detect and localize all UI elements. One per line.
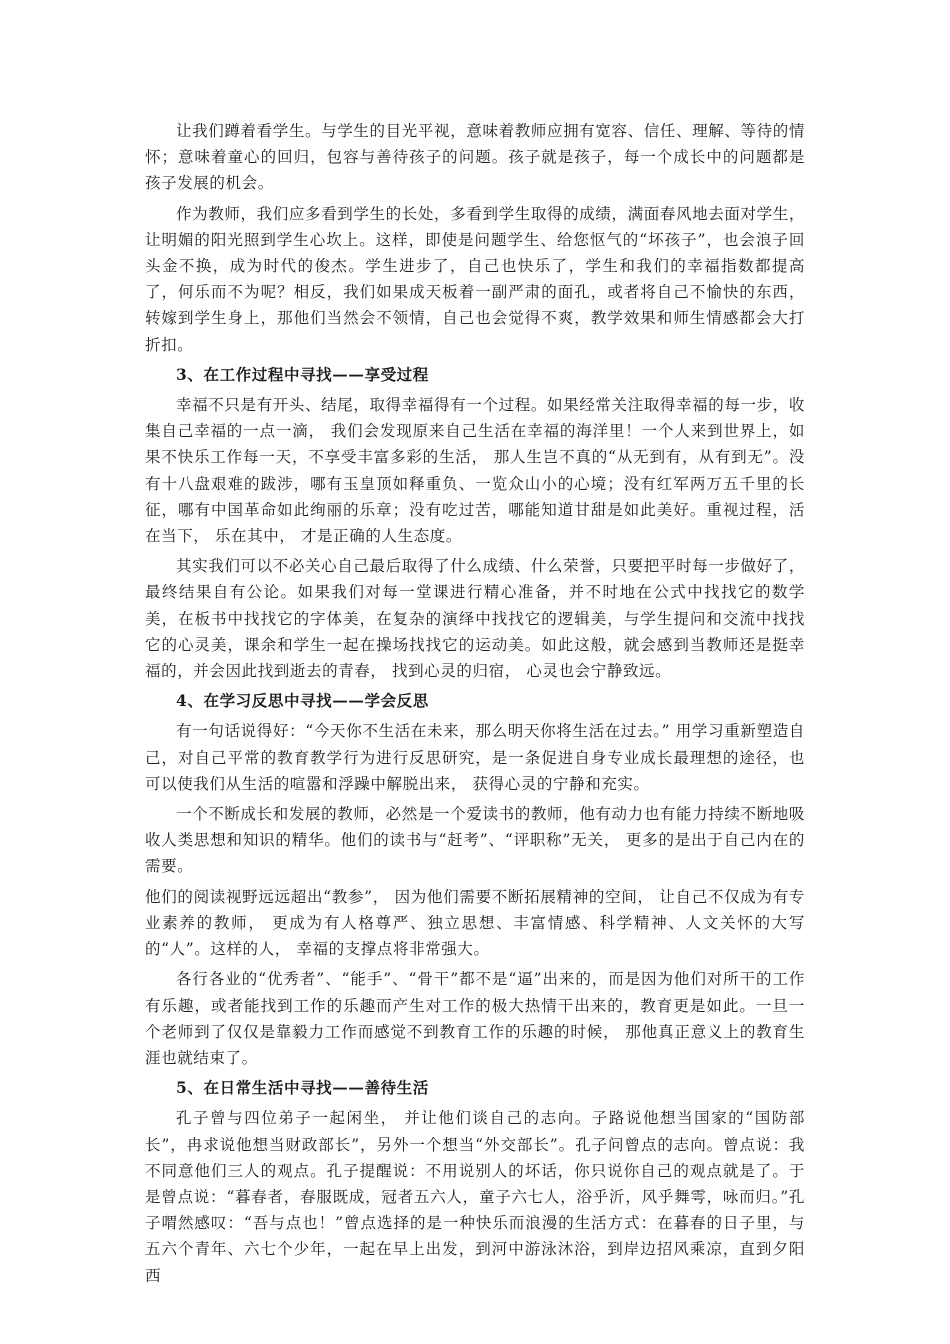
paragraph: 其实我们可以不必关心自己最后取得了什么成绩、什么荣誉，只要把平时每一步做好了，最终结果自有公论。如果我们对每一堂课进行精心准备，并不时地在公式中找找它的数学美，在板书中找找它的字体美，在复杂的演绎中找找它的逻辑美，与学生提问和交流中找找它的心灵美，课余和学生一起在操场找找它的运动美。如此这般，就会感到当教师还是挺幸福的，并会因此找到逝去的青春， 找到心灵的归宿， 心灵也会宁静致远。	[145, 557, 805, 681]
paragraph: 一个不断成长和发展的教师，必然是一个爱读书的教师，他有动力也有能力持续不断地吸收人类思想和知识的精华。他们的读书与“赶考”、“评职称”无关， 更多的是出于自己内在的需要。	[145, 805, 805, 876]
paragraph: 有一句话说得好：“今天你不生活在未来，那么明天你将生活在过去。” 用学习重新塑造自己，对自己平常的教育教学行为进行反思研究，是一条促进自身专业成长最理想的途径，也可以使我们从生活的喧嚣和浮躁中解脱出来， 获得心灵的宁静和充实。	[145, 722, 805, 793]
paragraph: 幸福不只是有开头、结尾，取得幸福得有一个过程。如果经常关注取得幸福的每一步，收集自己幸福的一点一滴， 我们会发现原来自己生活在幸福的海洋里！一个人来到世界上，如果不快乐工作每一天，不享受丰富多彩的生活， 那人生岂不真的“从无到有，从有到无”。没有十八盘艰难的跋涉，哪有玉皇顶如释重负、一览众山小的心境；没有红军两万五千里的长征，哪有中国革命如此绚丽的乐章；没有吃过苦，哪能知道甘甜是如此美好。重视过程，活在当下， 乐在其中， 才是正确的人生态度。	[145, 396, 805, 546]
section-heading: 3、在工作过程中寻找——享受过程	[176, 364, 429, 384]
section-heading: 4、在学习反思中寻找——学会反思	[176, 691, 429, 711]
document-page	[145, 118, 805, 1293]
paragraph: 他们的阅读视野远远超出“教参”， 因为他们需要不断拓展精神的空间， 让自己不仅成为有专业素养的教师， 更成为有人格尊严、独立思想、丰富情感、科学精神、人文关怀的大写的“人”。这样的人， 幸福的支撑点将非常强大。	[145, 887, 805, 959]
section-heading: 5、在日常生活中寻找——善待生活	[176, 1078, 429, 1098]
paragraph: 孔子曾与四位弟子一起闲坐， 并让他们谈自己的志向。子路说他想当国家的“国防部长”，冉求说他想当财政部长”，另外一个想当“外交部长”。孔子问曾点的志向。曾点说：我不同意他们三人的观点。孔子提醒说：不用说别人的坏话，你只说你自己的观点就是了。于是曾点说：“暮春者，春服既成，冠者五六人，童子六七人，浴乎沂，风乎舞雩，咏而归。”孔子喟然感叹：“吾与点也！”曾点选择的是一种快乐而浪漫的生活方式：在暮春的日子里，与五六个青年、六七个少年，一起在早上出发，到河中游泳沐浴，到岸边招风乘凉，直到夕阳西	[145, 1109, 805, 1285]
paragraph: 让我们蹲着看学生。与学生的目光平视，意味着教师应拥有宽容、信任、理解、等待的情怀；意味着童心的回归，包容与善待孩子的问题。孩子就是孩子，每一个成长中的问题都是孩子发展的机会。	[145, 122, 805, 193]
paragraph: 各行各业的“优秀者”、“能手”、“骨干”都不是“逼”出来的，而是因为他们对所干的工作有乐趣，或者能找到工作的乐趣而产生对工作的极大热情干出来的，教育更是如此。一旦一个老师到了仅仅是靠毅力工作而感觉不到教育工作的乐趣的时候， 那他真正意义上的教育生涯也就结束了。	[145, 970, 805, 1067]
paragraph: 作为教师，我们应多看到学生的长处，多看到学生取得的成绩，满面春风地去面对学生，让明媚的阳光照到学生心坎上。这样，即使是问题学生、给您怄气的“坏孩子”，也会浪子回头金不换，成为时代的俊杰。学生进步了，自己也快乐了，学生和我们的幸福指数都提高了，何乐而不为呢？相反，我们如果成天板着一副严肃的面孔，或者将自己不愉快的东西，转嫁到学生身上，那他们当然会不领情，自己也会觉得不爽，教学效果和师生情感都会大打折扣。	[145, 204, 805, 354]
